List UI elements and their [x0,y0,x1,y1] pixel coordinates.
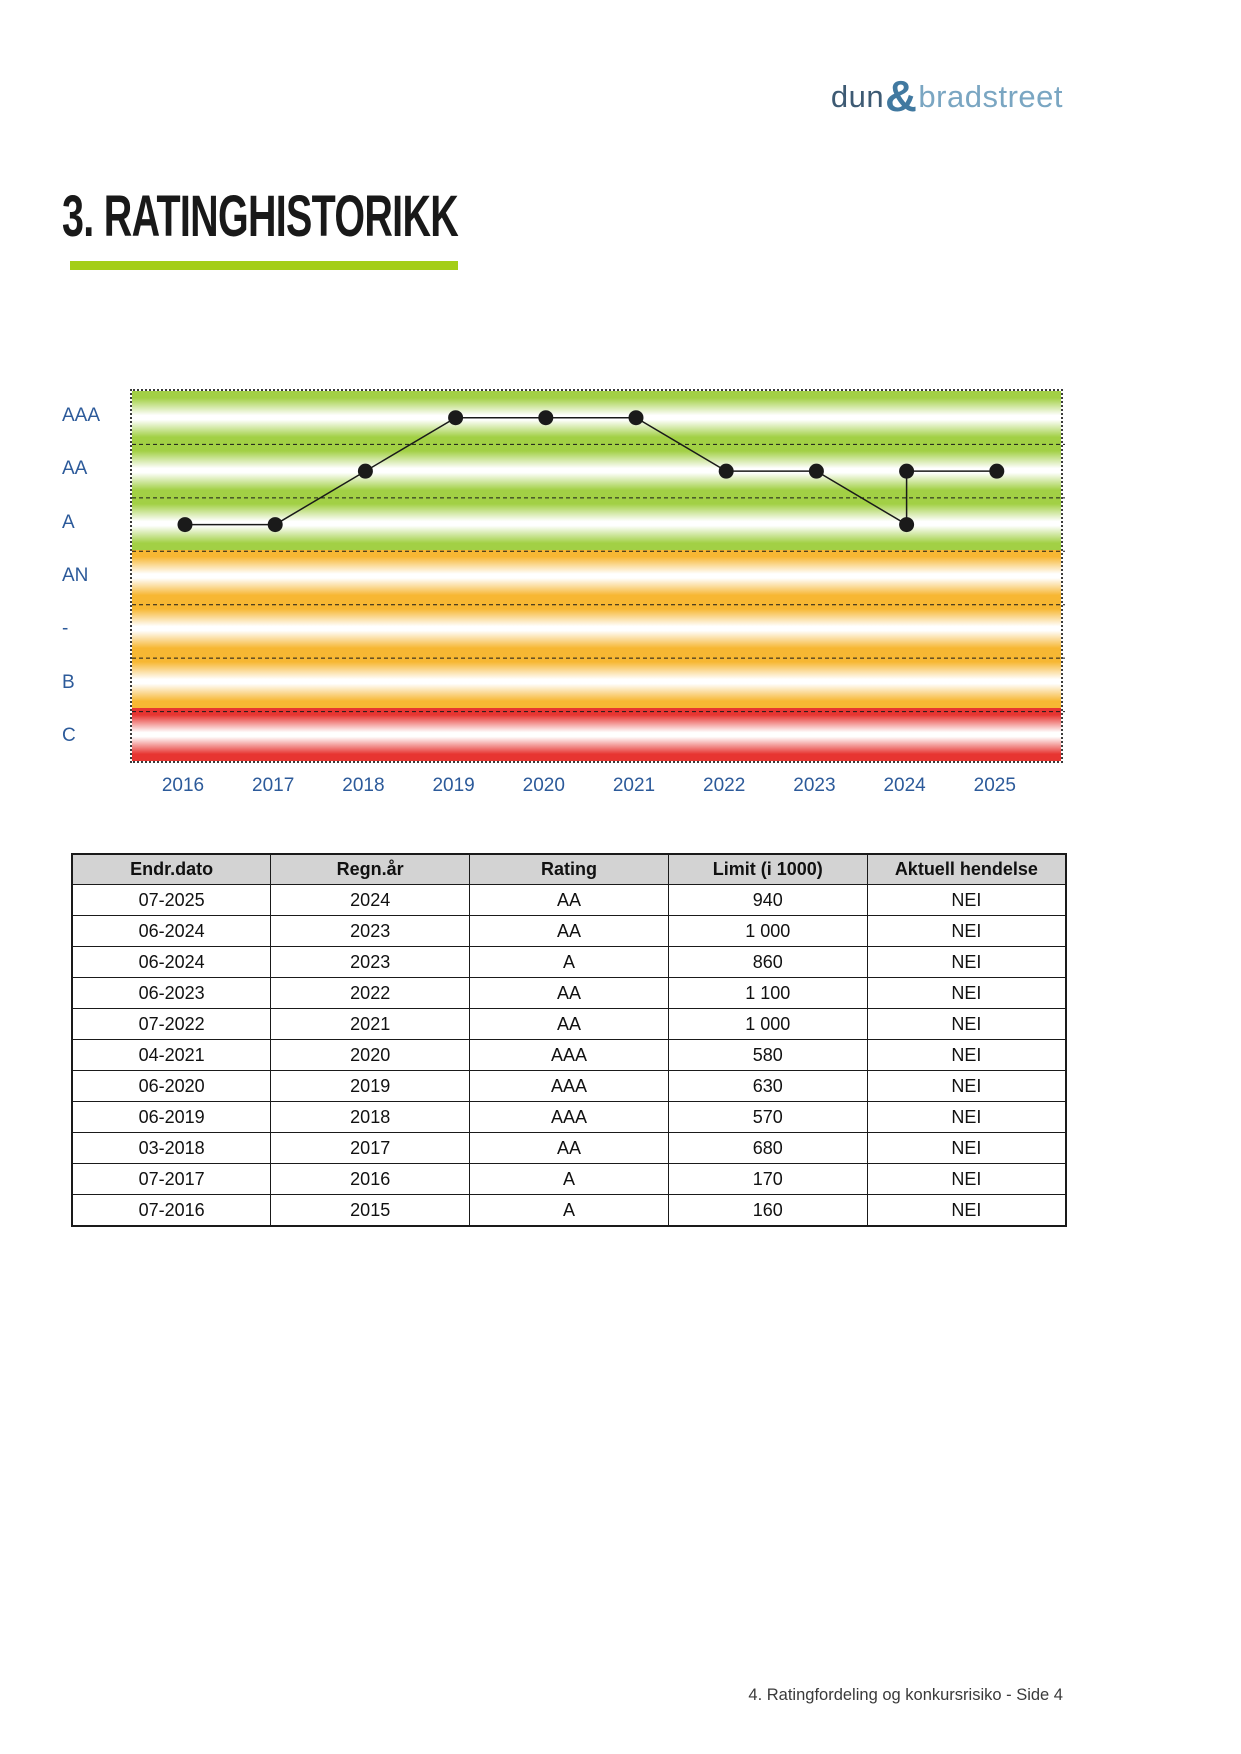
x-axis-label: 2025 [973,775,1016,796]
table-row [72,1102,1066,1133]
table-cell: AAA [470,1071,669,1102]
rating-point [719,464,734,479]
y-axis-label: AA [62,458,88,480]
table-header-cell: Aktuell hendelse [867,854,1066,885]
table-row [72,1195,1066,1227]
table-cell: 07-2022 [72,1009,271,1040]
rating-point [989,464,1004,479]
x-axis-label: 2021 [612,775,656,796]
table-cell: 2016 [271,1164,470,1195]
y-axis-label: B [62,671,75,693]
dun-bradstreet-logo [831,72,1063,122]
table-header-row [72,854,1066,885]
x-axis-label: 2022 [703,775,746,796]
table-cell: 2019 [271,1071,470,1102]
table-cell: 1 000 [668,916,867,947]
table-cell: 2015 [271,1195,470,1227]
table-cell: 06-2019 [72,1102,271,1133]
table-cell: 570 [668,1102,867,1133]
table-cell: AAA [470,1102,669,1133]
table-cell: 2024 [271,885,470,916]
rating-point [899,517,914,532]
chart-plot-area [130,389,1063,763]
table-row [72,885,1066,916]
table-cell: 630 [668,1071,867,1102]
rating-point [629,410,644,425]
table-cell: AA [470,1009,669,1040]
logo-ampersand-icon: & [885,72,918,121]
rating-line-chart [132,391,1065,765]
chart-y-axis [62,389,122,763]
table-row [72,1009,1066,1040]
rating-point [178,517,193,532]
table-cell: 2017 [271,1133,470,1164]
x-axis-label: 2018 [342,775,385,796]
rating-point [809,464,824,479]
table-cell: NEI [867,1040,1066,1071]
table-header-cell: Limit (i 1000) [668,854,867,885]
y-axis-label: AN [62,564,89,586]
table-row [72,978,1066,1009]
table-cell: 580 [668,1040,867,1071]
title-underline [70,261,458,270]
table-row [72,1164,1066,1195]
table-cell: AA [470,978,669,1009]
y-axis-label: AAA [62,404,101,426]
rating-point [268,517,283,532]
table-cell: 680 [668,1133,867,1164]
table-cell: NEI [867,978,1066,1009]
table-cell: A [470,1195,669,1227]
rating-line [185,418,997,525]
table-cell: NEI [867,1071,1066,1102]
table-cell: A [470,947,669,978]
table-cell: 03-2018 [72,1133,271,1164]
table-cell: 940 [668,885,867,916]
table-cell: NEI [867,916,1066,947]
table-cell: NEI [867,1102,1066,1133]
table-header-cell: Endr.dato [72,854,271,885]
table-cell: 07-2017 [72,1164,271,1195]
table-header-cell: Regn.år [271,854,470,885]
table-row [72,947,1066,978]
logo-dun-text: dun [830,79,885,114]
table-cell: NEI [867,947,1066,978]
table-cell: NEI [867,1009,1066,1040]
logo-bradstreet-text: bradstreet [918,79,1063,114]
table-cell: AA [470,916,669,947]
x-axis-label: 2020 [522,775,565,796]
page-title: 3. RATINGHISTORIKK [62,184,459,249]
rating-history-table [71,853,1067,1227]
x-axis-label: 2023 [793,775,836,796]
table-cell: AA [470,885,669,916]
table-cell: 1 100 [668,978,867,1009]
table-cell: 170 [668,1164,867,1195]
table-cell: 2022 [271,978,470,1009]
page-footer: 4. Ratingfordeling og konkursrisiko - Side 4 [748,1686,1063,1704]
table-row [72,1071,1066,1102]
table-row [72,1040,1066,1071]
table-cell: 2018 [271,1102,470,1133]
table-cell: 06-2024 [72,947,271,978]
table-cell: NEI [867,885,1066,916]
rating-point [448,410,463,425]
table-cell: NEI [867,1195,1066,1227]
table-cell: 860 [668,947,867,978]
table-cell: 1 000 [668,1009,867,1040]
table-cell: AAA [470,1040,669,1071]
table-cell: 06-2020 [72,1071,271,1102]
table-cell: AA [470,1133,669,1164]
rating-point [358,464,373,479]
table-header-cell: Rating [470,854,669,885]
chart-x-axis [130,775,1063,801]
rating-point [899,464,914,479]
table-cell: 160 [668,1195,867,1227]
x-axis-label: 2024 [883,775,926,796]
table-cell: 2023 [271,916,470,947]
table-row [72,916,1066,947]
table-cell: NEI [867,1164,1066,1195]
table-cell: 2023 [271,947,470,978]
table-cell: 06-2024 [72,916,271,947]
table-cell: 2020 [271,1040,470,1071]
table-cell: A [470,1164,669,1195]
table-cell: 07-2025 [72,885,271,916]
table-cell: 07-2016 [72,1195,271,1227]
table-cell: 06-2023 [72,978,271,1009]
rating-point [538,410,553,425]
table-cell: 04-2021 [72,1040,271,1071]
y-axis-label: C [62,725,76,747]
y-axis-label: - [62,618,69,640]
table-row [72,1133,1066,1164]
x-axis-label: 2017 [252,775,295,796]
y-axis-label: A [62,511,75,533]
table-cell: 2021 [271,1009,470,1040]
x-axis-label: 2016 [161,775,205,796]
table-cell: NEI [867,1133,1066,1164]
x-axis-label: 2019 [432,775,475,796]
